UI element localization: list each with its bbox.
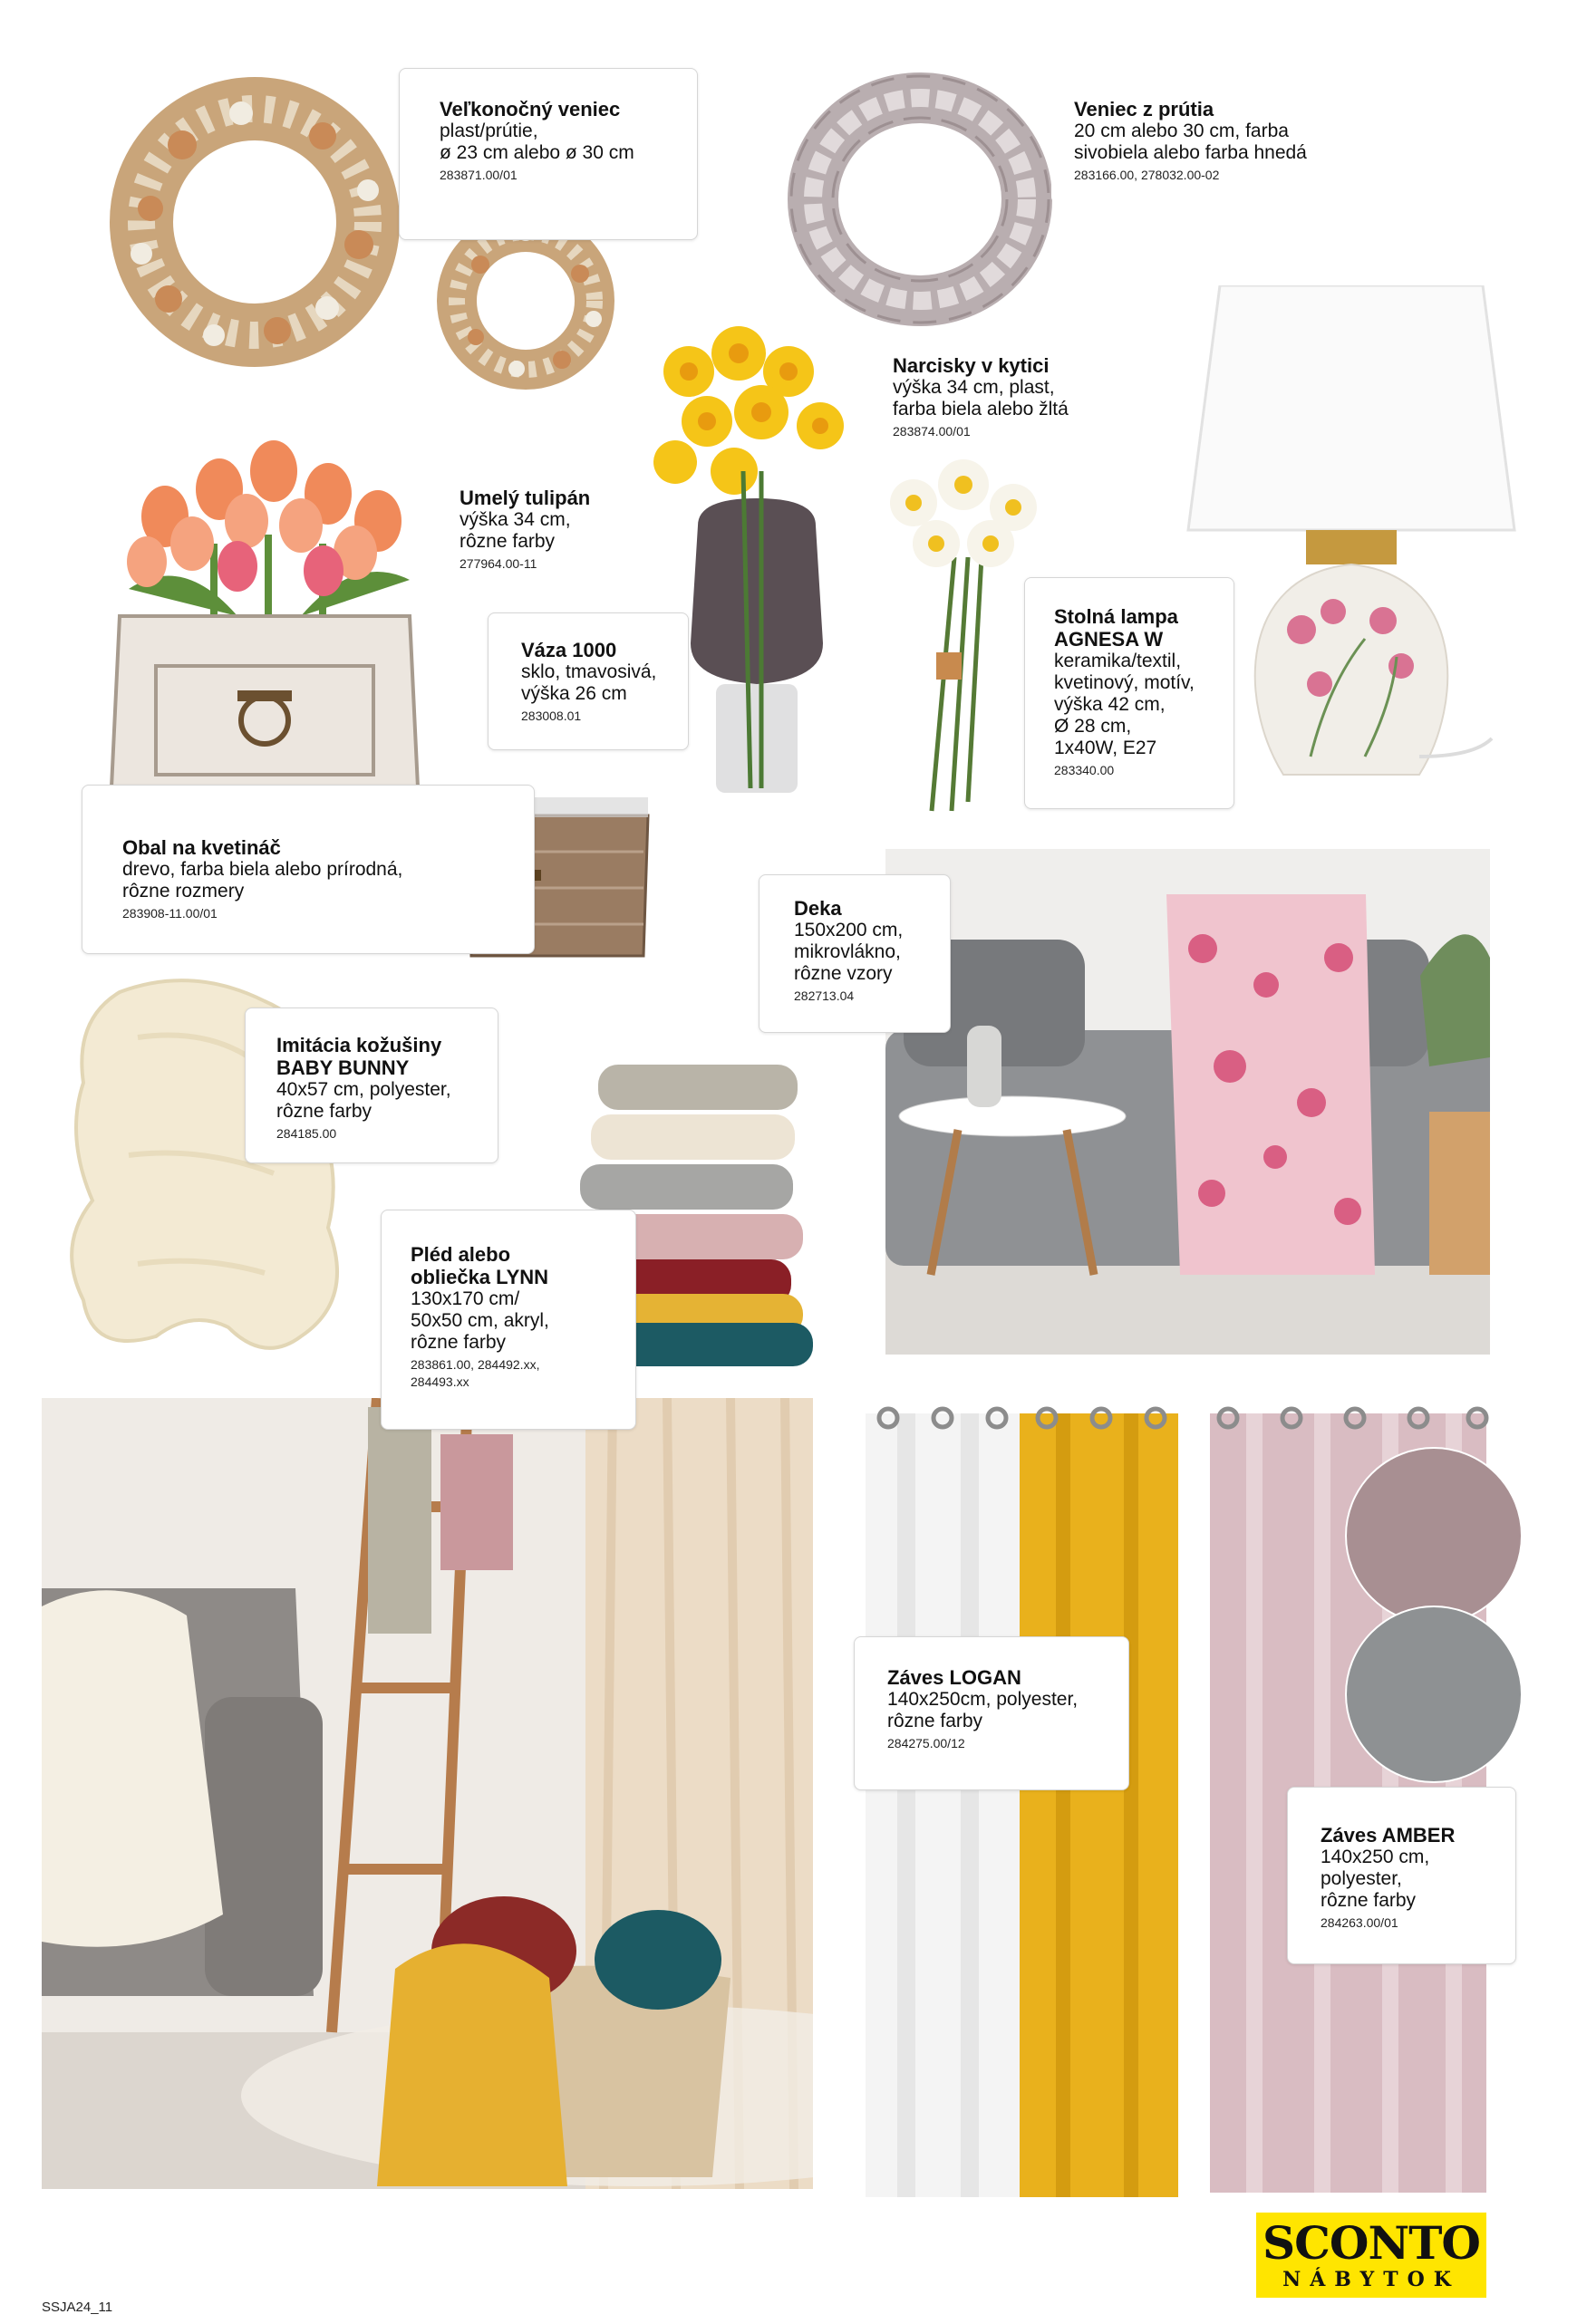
logan-curtain-image bbox=[861, 1395, 1183, 2197]
product-card-amber-curtain bbox=[1287, 1787, 1516, 1964]
product-code: 283861.00, 284492.xx, 284493.xx bbox=[411, 1357, 540, 1389]
product-code: 283874.00/01 bbox=[893, 424, 971, 439]
easter-wreath-large-image bbox=[96, 63, 413, 381]
product-card-blanket bbox=[759, 874, 951, 1033]
product-card-faux-fur bbox=[245, 1008, 498, 1163]
amber-swatch-grey bbox=[1345, 1606, 1523, 1783]
product-description: 140x250 cm, polyester, rôzne farby bbox=[1321, 1847, 1430, 1911]
product-card-logan-curtain bbox=[854, 1636, 1129, 1790]
product-card-planter-cover bbox=[82, 785, 535, 954]
product-description: sklo, tmavosivá, výška 26 cm bbox=[521, 661, 657, 704]
product-code: 284185.00 bbox=[276, 1126, 337, 1141]
product-description: výška 34 cm, rôzne farby bbox=[460, 509, 571, 552]
product-card-lynn-throw bbox=[381, 1210, 636, 1430]
logo-wordmark: SCONTO bbox=[1263, 2216, 1480, 2270]
product-title: Záves LOGAN bbox=[887, 1666, 1021, 1689]
amber-swatch-pink bbox=[1345, 1447, 1523, 1625]
product-card-narcissus bbox=[870, 326, 1142, 453]
product-title: Záves AMBER bbox=[1321, 1824, 1456, 1847]
product-card-easter-wreath bbox=[399, 68, 698, 240]
product-description: 150x200 cm, mikrovlákno, rôzne vzory bbox=[794, 920, 904, 984]
willow-wreath-image bbox=[779, 63, 1060, 335]
product-description: plast/prútie, ø 23 cm alebo ø 30 cm bbox=[440, 121, 634, 163]
product-title: Deka bbox=[794, 897, 842, 920]
product-code: 283008.01 bbox=[521, 709, 582, 723]
product-code: 282713.04 bbox=[794, 988, 855, 1003]
product-card-tulip bbox=[433, 460, 651, 596]
product-title: Stolná lampa AGNESA W bbox=[1054, 605, 1178, 651]
product-title: Veniec z prútia bbox=[1074, 98, 1214, 121]
product-description: 20 cm alebo 30 cm, farba sivobiela alebo farba hnedá bbox=[1074, 121, 1307, 163]
product-title: Narcisky v kytici bbox=[893, 354, 1050, 377]
product-code: 284263.00/01 bbox=[1321, 1915, 1398, 1930]
product-title: Obal na kvetináč bbox=[122, 836, 281, 859]
product-description: drevo, farba biela alebo prírodná, rôzne rozmery bbox=[122, 859, 403, 902]
product-code: 283908-11.00/01 bbox=[122, 906, 218, 921]
product-description: keramika/textil, kvetinový, motív, výška 42 cm, Ø 28 cm, 1x40W, E27 bbox=[1054, 651, 1195, 758]
product-code: 284275.00/12 bbox=[887, 1736, 965, 1750]
sconto-logo[interactable] bbox=[1256, 2213, 1486, 2298]
page-code: SSJA24_11 bbox=[42, 2300, 113, 2315]
product-code: 277964.00-11 bbox=[460, 556, 537, 571]
living-room-blanket-photo bbox=[885, 849, 1490, 1355]
tulips-in-box-image bbox=[102, 408, 437, 806]
product-title: Umelý tulipán bbox=[460, 487, 591, 509]
product-code: 283166.00, 278032.00-02 bbox=[1074, 168, 1220, 182]
cozy-interior-photo bbox=[42, 1398, 813, 2189]
product-title: Váza 1000 bbox=[521, 639, 617, 661]
product-code: 283340.00 bbox=[1054, 763, 1115, 777]
product-title: Imitácia kožušiny BABY BUNNY bbox=[276, 1034, 442, 1079]
product-title: Veľkonočný veniec bbox=[440, 98, 621, 121]
logo-subtitle: NÁBYTOK bbox=[1282, 2268, 1460, 2291]
product-description: 140x250cm, polyester, rôzne farby bbox=[887, 1689, 1079, 1731]
product-description: výška 34 cm, plast, farba biela alebo žltá bbox=[893, 377, 1069, 419]
product-description: 130x170 cm/ 50x50 cm, akryl, rôzne farby bbox=[411, 1288, 549, 1353]
product-description: 40x57 cm, polyester, rôzne farby bbox=[276, 1079, 451, 1122]
product-card-table-lamp bbox=[1024, 577, 1234, 809]
product-code: 283871.00/01 bbox=[440, 168, 518, 182]
product-card-vase bbox=[488, 612, 689, 750]
product-title: Pléd alebo obliečka LYNN bbox=[411, 1243, 549, 1288]
product-card-willow-wreath bbox=[1051, 68, 1391, 204]
